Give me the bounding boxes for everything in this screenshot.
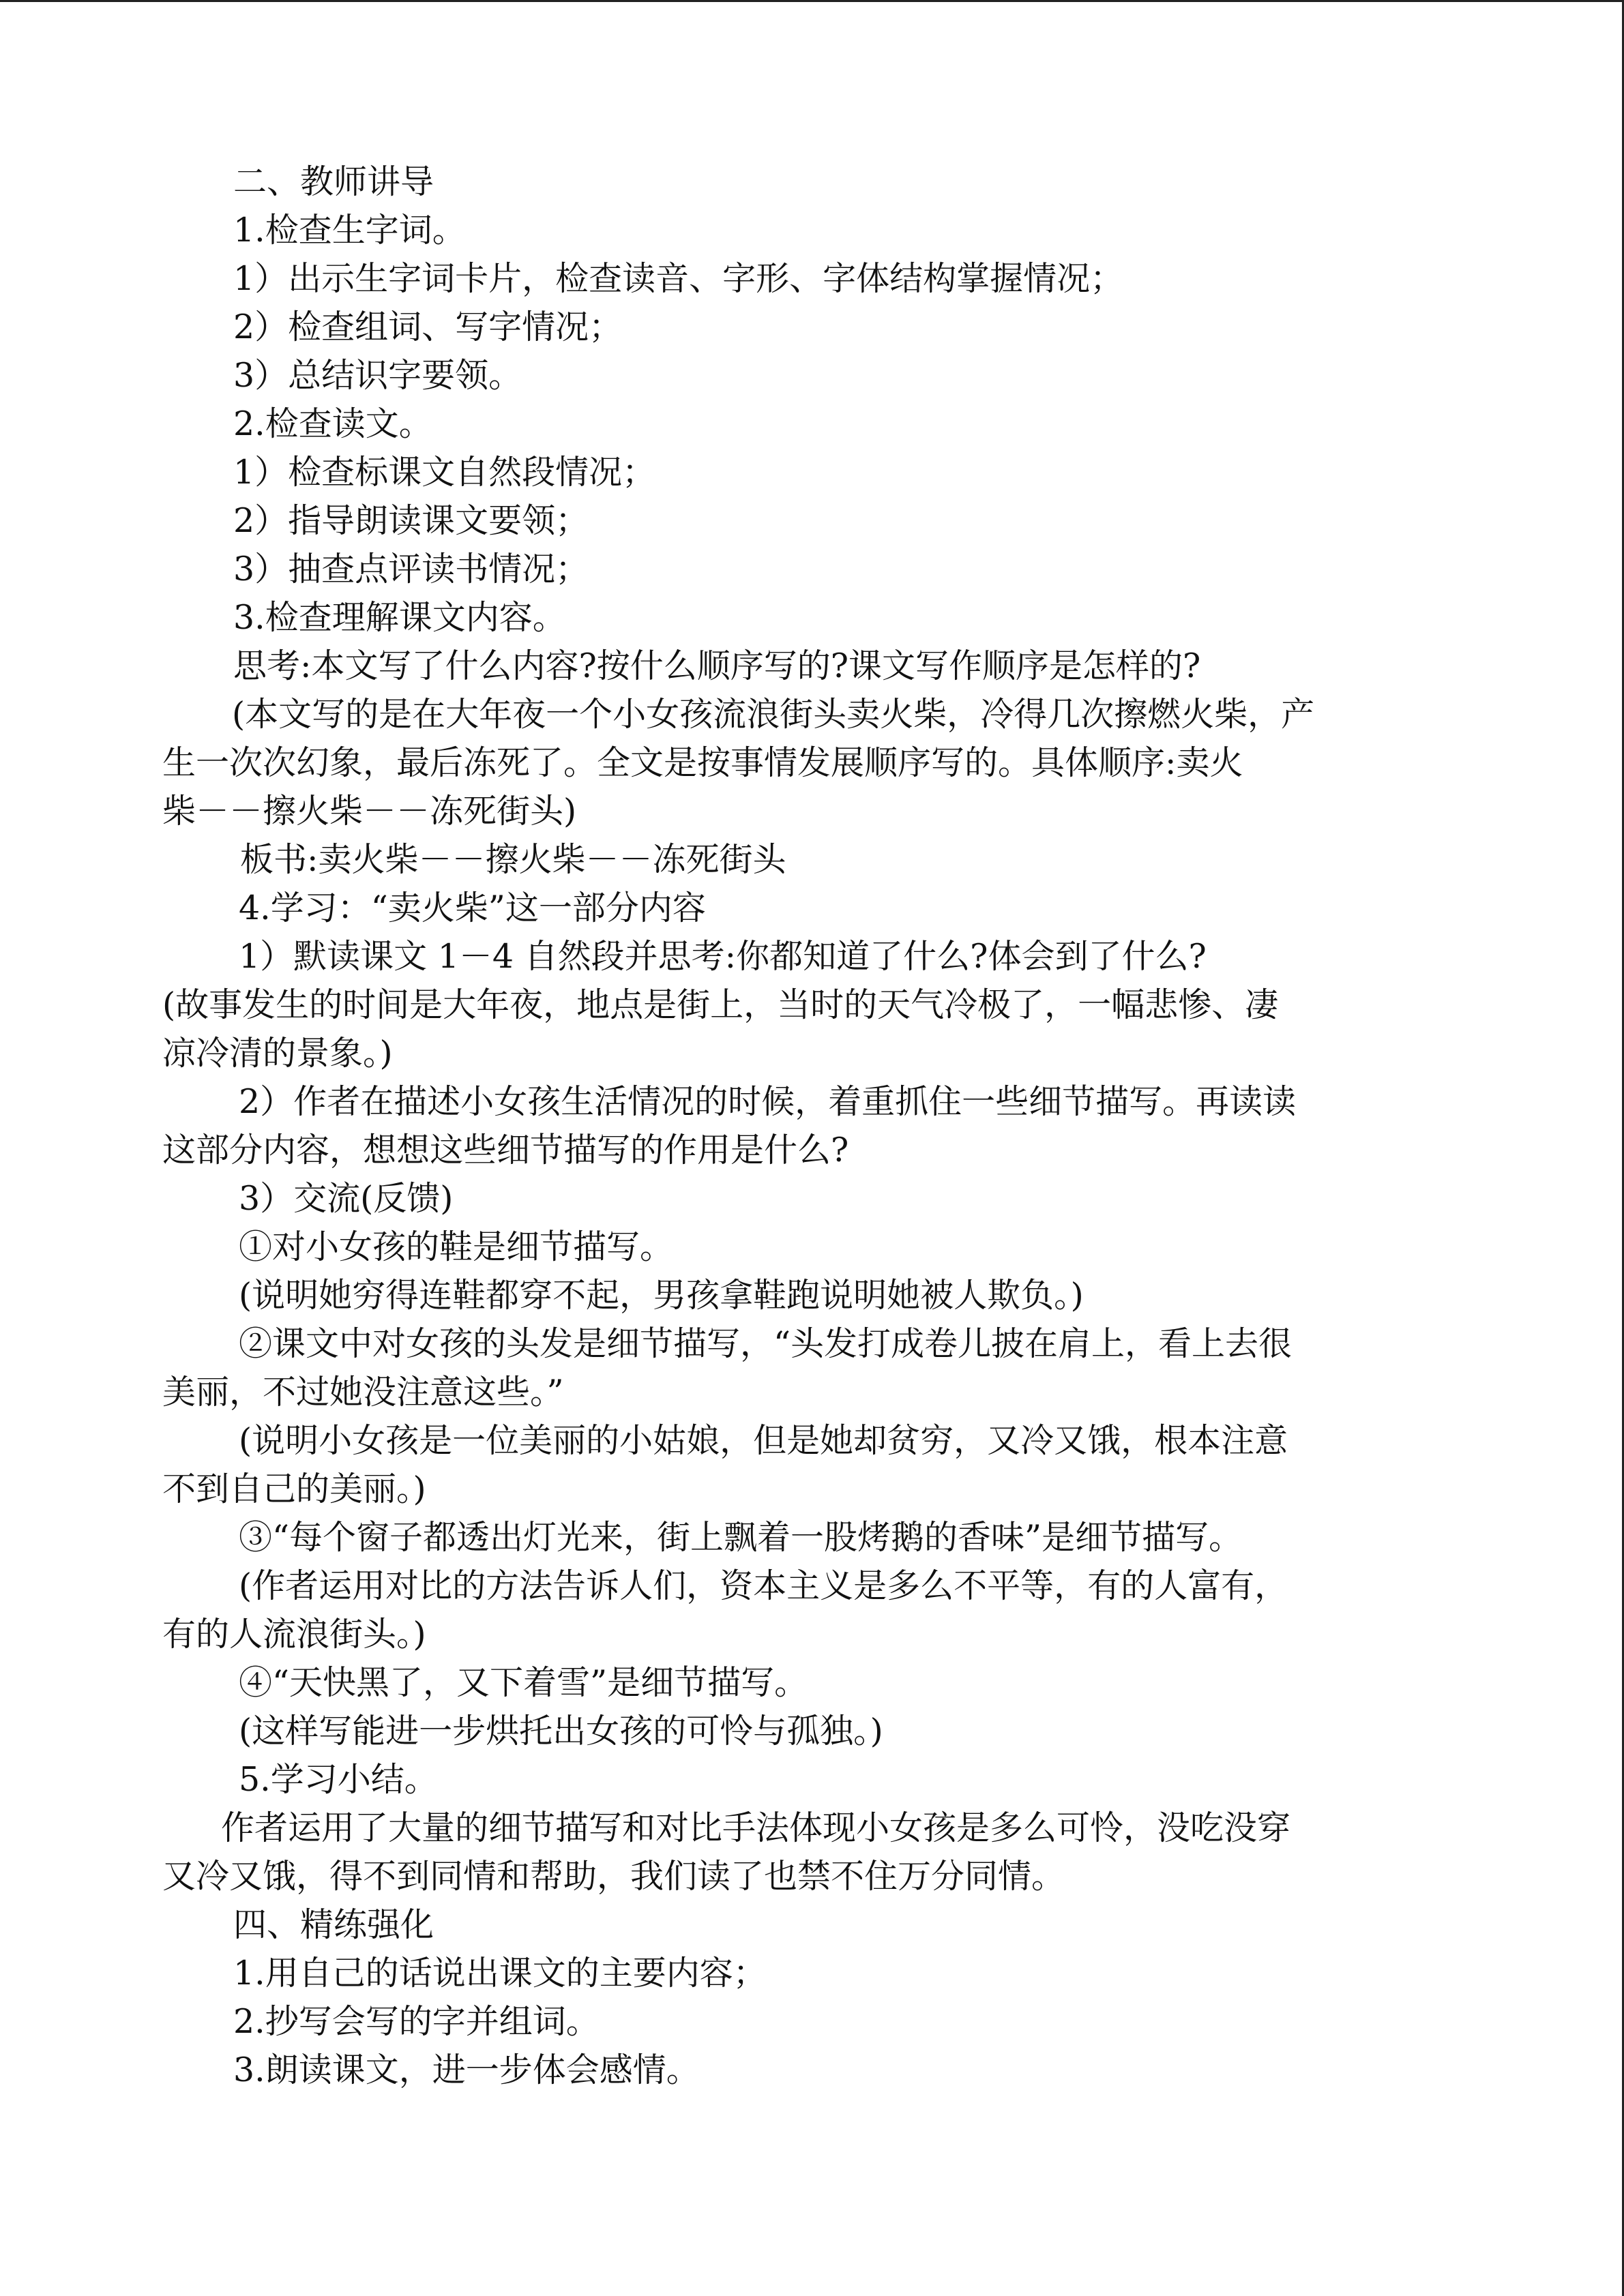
paragraph-line: 凉冷清的景象。) [162,1034,393,1073]
paragraph-line: (故事发生的时间是大年夜，地点是街上，当时的天气冷极了，一幅悲惨、凄 [162,985,1279,1024]
paragraph-line: 柴－－擦火柴－－冻死街头) [162,792,577,831]
paragraph-line: (作者运用对比的方法告诉人们，资本主义是多么不平等，有的人富有， [239,1566,1288,1605]
paragraph-line: 板书:卖火柴－－擦火柴－－冻死街头 [240,840,786,879]
paragraph-line: 生一次次幻象，最后冻死了。全文是按事情发展顺序写的。具体顺序:卖火 [162,743,1243,782]
paragraph-line: 作者运用了大量的细节描写和对比手法体现小女孩是多么可怜，没吃没穿 [221,1808,1291,1847]
list-item: ④“天快黑了，又下着雪”是细节描写。 [239,1663,808,1702]
paragraph-line: (说明小女孩是一位美丽的小姑娘，但是她却贫穷，又冷又饿，根本注意 [239,1421,1288,1460]
section-heading: 二、教师讲导 [233,162,434,201]
list-item: ①对小女孩的鞋是细节描写。 [239,1227,674,1266]
paragraph-line: 不到自己的美丽。) [162,1470,426,1508]
paragraph-line: 思考:本文写了什么内容?按什么顺序写的?课文写作顺序是怎样的? [233,646,1201,685]
list-item: 2）检查组词、写字情况； [233,308,623,346]
section-heading: 四、精练强化 [233,1905,434,1944]
list-item: 1）出示生字词卡片，检查读音、字形、字体结构掌握情况； [233,259,1124,298]
subheading: 4.学习：“卖火柴”这一部分内容 [239,889,706,927]
paragraph-line: (这样写能进一步烘托出女孩的可怜与孤独。) [239,1712,883,1750]
subheading: 2.检查读文。 [233,404,432,443]
document-body [162,158,1479,2094]
paragraph-line: (说明她穷得连鞋都穿不起，男孩拿鞋跑说明她被人欺负。) [239,1276,1084,1315]
subheading: 5.学习小结。 [239,1760,438,1799]
list-item: ②课文中对女孩的头发是细节描写，“头发打成卷儿披在肩上，看上去很 [239,1324,1293,1363]
paragraph-line: 这部分内容，想想这些细节描写的作用是什么? [162,1131,849,1169]
paragraph-line: 美丽，不过她没注意这些。” [162,1373,564,1412]
paragraph-line: 有的人流浪街头。) [162,1615,426,1654]
list-item: 2）作者在描述小女孩生活情况的时候，着重抓住一些细节描写。再读读 [239,1082,1297,1121]
paragraph-line: (本文写的是在大年夜一个小女孩流浪街头卖火柴，冷得几次擦燃火柴，产 [232,695,1315,734]
list-item: 3）抽查点评读书情况； [233,550,589,588]
list-item: 2）指导朗读课文要领； [233,501,589,540]
list-item: 3）总结识字要领。 [233,356,522,395]
list-item: ③“每个窗子都透出灯光来，街上飘着一股烤鹅的香味”是细节描写。 [239,1518,1243,1557]
list-item: 3）交流(反馈) [239,1179,454,1218]
list-item: 1）检查标课文自然段情况； [233,453,656,492]
subheading: 1.检查生字词。 [233,211,466,250]
paragraph-line: 又冷又饿，得不到同情和帮助，我们读了也禁不住万分同情。 [162,1857,1065,1896]
subheading: 3.检查理解课文内容。 [233,598,566,637]
list-item: 2.抄写会写的字并组词。 [233,2002,600,2041]
list-item: 1.用自己的话说出课文的主要内容； [233,1954,767,1993]
list-item: 1）默读课文 1－4 自然段并思考:你都知道了什么?体会到了什么? [239,937,1207,976]
list-item: 3.朗读课文，进一步体会感情。 [233,2051,700,2089]
